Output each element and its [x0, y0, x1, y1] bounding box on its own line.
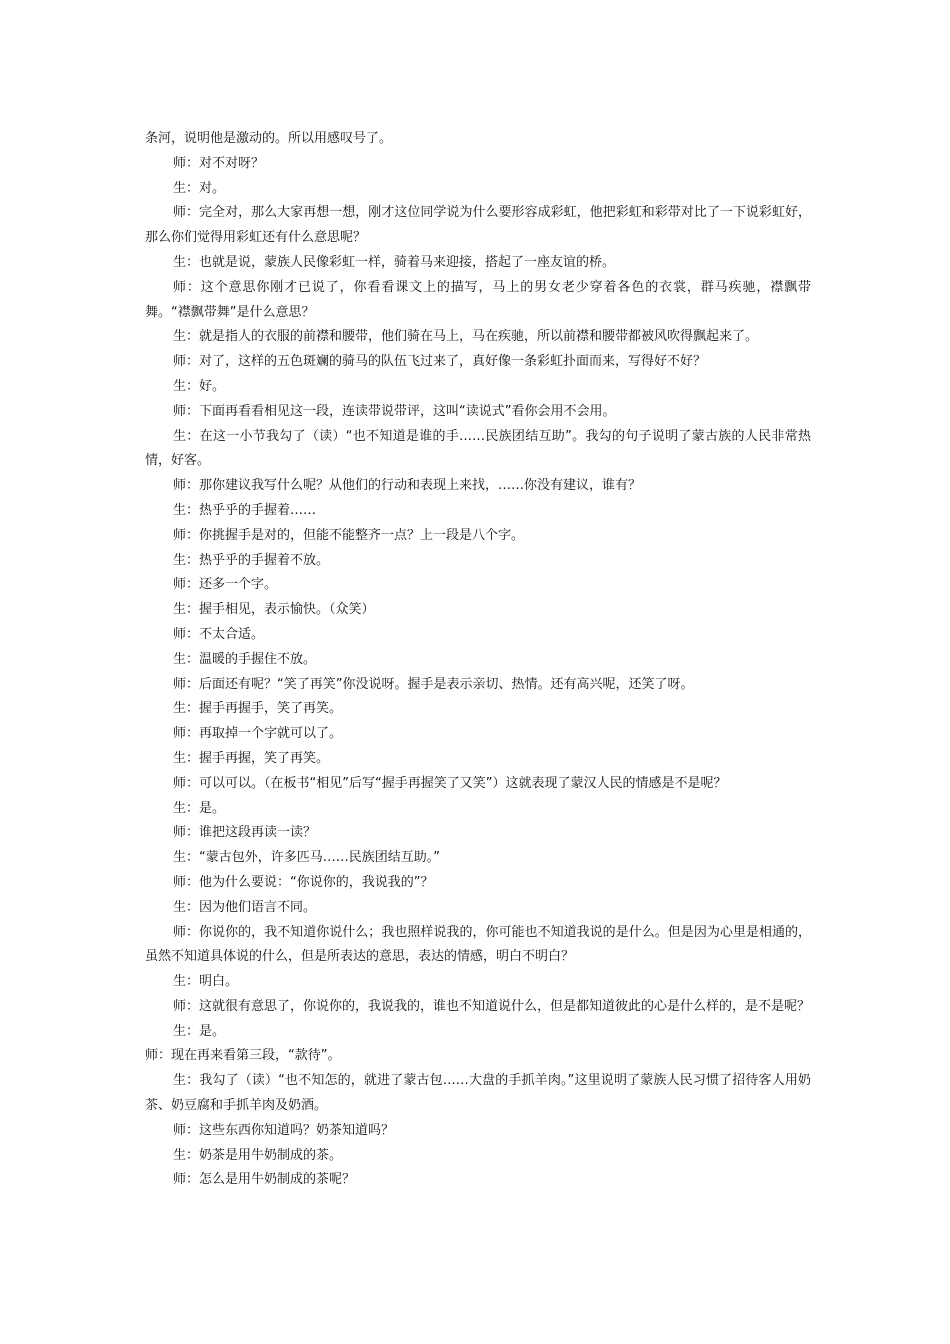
paragraph: 师：可以可以。（在板书“相见”后写“握手再握笑了又笑”）这就表现了蒙汉人民的情感是不是呢？ [173, 775, 727, 791]
paragraph: 生：握手再握手，笑了再笑。 [173, 701, 343, 717]
paragraph: 生：“蒙古包外，许多匹马……民族团结互助。” [173, 850, 440, 866]
paragraph: 师：还多一个字。 [173, 577, 278, 593]
paragraph: 生：温暖的手握住不放。 [173, 651, 317, 667]
paragraph: 生：奶茶是用牛奶制成的茶。 [173, 1147, 343, 1163]
paragraph: 师：这就很有意思了，你说你的，我说我的，谁也不知道说什么，但是都知道彼此的心是什么样的，是不是呢？ [173, 998, 811, 1014]
paragraph: 师：你挑握手是对的，但能不能整齐一点？上一段是八个字。 [173, 527, 525, 543]
paragraph: 生：握手相见，表示愉快。（众笑） [173, 602, 375, 618]
paragraph: 师：谁把这段再读一读？ [173, 825, 317, 841]
paragraph: 师：现在再来看第三段，“款待”。 [145, 1048, 341, 1064]
paragraph: 生：在这一小节我勾了（读）“也不知道是谁的手……民族团结互助”。我勾的句子说明了蒙古族的人民非常热情，好客。 [145, 428, 811, 469]
paragraph: 生：对。 [173, 180, 226, 196]
paragraph: 生：因为他们语言不同。 [173, 899, 317, 915]
paragraph: 师：后面还有呢？“笑了再笑”你没说呀。握手是表示亲切、热情。还有高兴呢，还笑了呀。 [173, 676, 694, 692]
paragraph: 师：对不对呀？ [173, 155, 265, 171]
paragraph: 生：就是指人的衣服的前襟和腰带，他们骑在马上，马在疾驰，所以前襟和腰带都被风吹得飘起来了。 [173, 329, 759, 345]
paragraph: 生：我勾了（读）“也不知怎的，就进了蒙古包……大盘的手抓羊肉。”这里说明了蒙族人民习惯了招待客人用奶茶、奶豆腐和手抓羊肉及奶酒。 [145, 1073, 811, 1114]
paragraph: 师：下面再看看相见这一段，连读带说带评，这叫“读说式”看你会用不会用。 [173, 403, 616, 419]
paragraph: 生：也就是说，蒙族人民像彩虹一样，骑着马来迎接，搭起了一座友谊的桥。 [173, 254, 616, 270]
paragraph: 师：完全对，那么大家再想一想，刚才这位同学说为什么要形容成彩虹，他把彩虹和彩带对比了一下说彩虹好，那么你们觉得用彩虹还有什么意思呢？ [145, 205, 811, 246]
paragraph: 生：热乎乎的手握着不放。 [173, 552, 330, 568]
paragraph: 师：这个意思你刚才已说了，你看看课文上的描写，马上的男女老少穿着各色的衣裳，群马疾驰，襟飘带舞。“襟飘带舞”是什么意思？ [145, 279, 811, 320]
paragraph: 师：再取掉一个字就可以了。 [173, 726, 343, 742]
paragraph: 师：那你建议我写什么呢？从他们的行动和表现上来找，……你没有建议，谁有？ [173, 478, 642, 494]
paragraph: 生：是。 [173, 1023, 226, 1039]
paragraph: 师：你说你的，我不知道你说什么；我也照样说我的，你可能也不知道我说的是什么。但是因为心里是相通的，虽然不知道具体说的什么，但是所表达的意思，表达的情感，明白不明白？ [145, 924, 811, 965]
paragraph: 生：是。 [173, 800, 226, 816]
paragraph: 师：不太合适。 [173, 626, 265, 642]
paragraph: 生：热乎乎的手握着…… [173, 502, 317, 518]
paragraph: 条河，说明他是激动的。所以用感叹号了。 [145, 131, 393, 146]
paragraph: 师：他为什么要说：“你说你的，我说我的”？ [173, 874, 434, 890]
paragraph: 生：明白。 [173, 974, 239, 990]
paragraph: 生：好。 [173, 378, 226, 394]
paragraph: 师：怎么是用牛奶制成的茶呢？ [173, 1172, 356, 1188]
paragraph: 师：这些东西你知道吗？奶茶知道吗？ [173, 1122, 395, 1138]
paragraph: 师：对了，这样的五色斑斓的骑马的队伍飞过来了，真好像一条彩虹扑面而来，写得好不好？ [173, 354, 707, 370]
paragraph: 生：握手再握，笑了再笑。 [173, 750, 330, 766]
document-page [145, 127, 811, 1193]
